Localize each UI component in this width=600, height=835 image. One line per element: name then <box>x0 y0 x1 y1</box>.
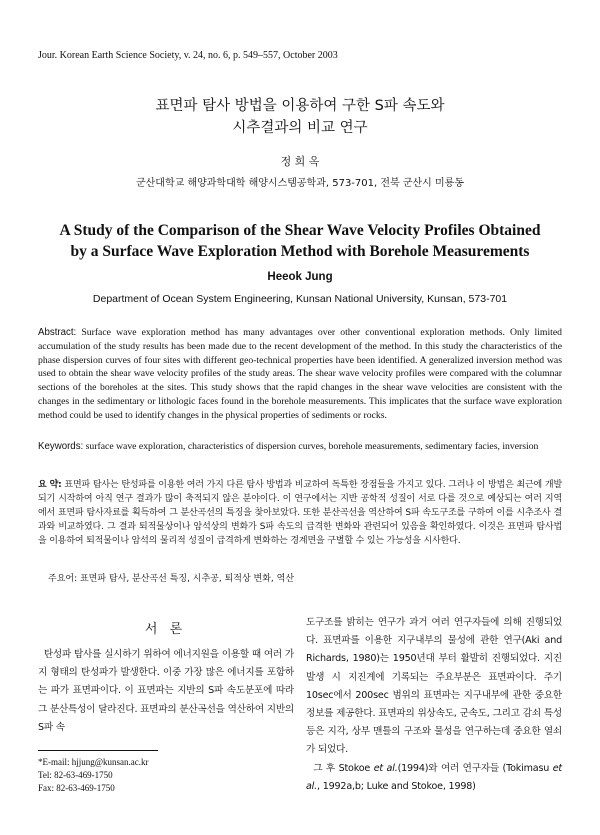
body-left-paragraph <box>38 646 294 737</box>
contact-fax: Fax: 82-63-469-1750 <box>38 783 115 793</box>
korean-keywords-label: 주요어: <box>48 574 78 584</box>
keywords <box>38 440 562 454</box>
body-right-paragraph-2 <box>306 760 562 796</box>
korean-title-line-1: 표면파 탐사 방법을 이용하여 구한 S파 속도와 <box>155 98 445 114</box>
korean-affiliation: 군산대학교 해양과학대학 해양시스템공학과, 573-701, 전북 군산시 미룡동 <box>135 178 465 189</box>
korean-title-line-2: 시추결과의 비교 연구 <box>232 120 368 136</box>
abstract-label: Abstract: <box>38 327 77 338</box>
body-left-column <box>38 646 294 737</box>
body-right-p2-e: , 1992a,b; Luke and Stokoe, 1998) <box>317 780 476 792</box>
korean-keywords <box>48 571 294 584</box>
body-right-p2-etal-2: et al. <box>306 762 562 792</box>
body-right-p2-a: 그 후 Stokoe <box>313 762 374 774</box>
body-right-paragraph-1: 도구조를 밝히는 연구가 과거 여러 연구자들에 의해 진행되었다. 표면파를 이용한 지구내부의 물성에 관한 연구(Aki and Richards, 1980)는 1950년대 부터 활발히 진행되었다. 지진 발생 시 지진계에 기록되는 주요부분은 표면파이다. 주기 10sec에서 200sec 범위의 표면파는 지구내부에 관한 중요한 정보를 제공한다. 표면파의 위상속도, 군속도, 그리고 감쇠 특성 등은 지각, 상부 맨틀의 구조와 물성을 연구하는데 중요한 열쇠가 되었다. <box>306 617 562 756</box>
body-right-p2-etal-1: et al. <box>373 762 398 774</box>
body-right-p2-c: (1994)와 여러 연구자들 (Tokimasu <box>397 762 553 774</box>
korean-abstract-label: 요 약: <box>38 480 62 490</box>
section-title-introduction: 서 론 <box>144 622 187 637</box>
korean-abstract-text: 표면파 탐사는 탄성파를 이용한 여러 가지 다른 탐사 방법과 비교하여 독특한 장점들을 가지고 있다. 그러나 이 방법은 최근에 개발되기 시작하여 아직 연구 결과가 많이 축적되지 않은 분야이다. 이 연구에서는 지반 공학적 성질이 서로 다를 것으로 예상되는 여러 지역에서 표면파 탐사자료를 획득하여 그 분산곡선의 특징을 찾아보았다. 또한 분산곡선을 역산하여 S파 속도구조를 구하여 이를 시추조사 결과와 비교하였다. 그 결과 퇴적물상이나 암석상의 변화가 S파 속도의 급격한 변화와 관련되어 있음을 확인하였다. 이것은 표면파 탐사법을 이용하여 퇴적물이나 암석의 물리적 성질이 급격하게 변화하는 경계면을 구별할 수 있는 가능성을 시사한다. <box>38 480 562 547</box>
korean-abstract <box>38 478 562 548</box>
english-author: Heeok Jung <box>267 271 333 283</box>
english-title-line-2: by a Surface Wave Exploration Method with Borehole Measurements <box>70 243 530 260</box>
abstract-text: Surface wave exploration method has many advantages over other conventional exploration methods. Only limited accumulation of the study results has been made due to the recent development of the method. In this study the characteristics of the phase dispersion curves of four sites with different geo-technical properties have been identified. A generalized inversion method was used to obtain the shear wave velocity profiles of the study areas. The shear wave velocity profiles were compared with the columnar sections of the boreholes at the sites. This study shows that the rapid changes in the shear wave velocities are consistent with the changes in the sedimentary or lithologic faces found in the borehole measurements. This implicates that the surface wave exploration method could be used to identify changes in the physical properties of sediments or rocks. <box>38 327 562 421</box>
keywords-text: surface wave exploration, characteristics of dispersion curves, borehole measurements, sedimentary facies, inversion <box>83 441 539 452</box>
contact-tel: Tel: 82-63-469-1750 <box>38 770 113 780</box>
korean-author: 정 희 옥 <box>280 155 320 168</box>
abstract <box>38 326 562 423</box>
body-left-text: 탄성파 탐사를 실시하기 위하여 에너지원을 이용할 때 여러 가지 형태의 탄성파가 발생한다. 이중 가장 많은 에너지를 포함하는 파가 표면파이다. 이 표면파는 지반의 S파 속도분포에 따라 그 분산특성이 달라진다. 표면파의 분산곡선을 역산하여 지반의 S파 속 <box>38 649 294 733</box>
footnote-divider <box>38 750 158 751</box>
korean-keywords-text: 표면파 탐사, 분산곡선 특징, 시추공, 퇴적상 변화, 역산 <box>77 574 295 584</box>
journal-citation: Jour. Korean Earth Science Society, v. 24, no. 6, p. 549–557, October 2003 <box>38 50 338 61</box>
contact-email: *E-mail: hjjung@kunsan.ac.kr <box>38 757 149 767</box>
english-affiliation: Department of Ocean System Engineering, Kunsan National University, Kunsan, 573-701 <box>92 293 508 305</box>
keywords-label: Keywords: <box>38 441 84 452</box>
body-right-column <box>306 614 562 796</box>
english-title-line-1: A Study of the Comparison of the Shear Wave Velocity Profiles Obtained <box>59 222 541 239</box>
